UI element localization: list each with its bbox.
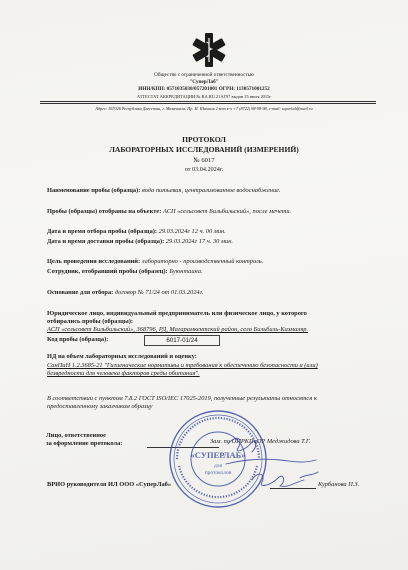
employee-row — [47, 268, 203, 276]
head-name: Курбанова П.З. — [318, 481, 360, 488]
medical-star-of-life-logo — [191, 32, 227, 68]
field-label: Пробы (образцы) отобраны на объекте: — [47, 208, 162, 215]
header-divider — [40, 101, 376, 102]
responsible-label: Лицо, ответственное — [46, 432, 106, 439]
field-value: лабораторно - производственный контроль. — [141, 258, 264, 265]
doc-subtitle: ЛАБОРАТОРНЫХ ИССЛЕДОВАНИЙ (ИЗМЕРЕНИЙ) — [109, 145, 299, 154]
delivery-date-row — [47, 238, 233, 246]
research-goal-row — [47, 258, 263, 266]
field-label: Основание для отбора: — [47, 289, 114, 296]
field-value: вода питьевая, централизованное водоснабжение. — [142, 187, 281, 194]
sampling-site-row — [47, 208, 291, 216]
org-ids: ИНН/КПП: 0571035030/057201001 ОГРН: 1130571001252 — [138, 86, 270, 92]
legal-entity-label-cont: отбирались пробы (образцы): — [47, 318, 133, 325]
org-address: Адрес: 367026 Республика Дагестан, г. Махачкала, Пр. И. Шамиля 2 кот к-ч +7 (8722) 98-98-98, e-mail: superlab@mail.ru — [95, 106, 313, 111]
accreditation: АТТЕСТАТ АККРЕДИТАЦИИ № RA.RU.21АГ97 выдан 15 июля 2015г — [136, 94, 272, 99]
nd-label: НД на объем лабораторных исследований и оценку: — [47, 353, 197, 360]
org-type: Общество с ограниченной ответственностью — [154, 72, 254, 78]
legal-entity-label: Юридическое лицо, индивидуальный предприниматель или физическое лицо, у которого — [47, 310, 307, 317]
field-label: Наименование пробы (образца): — [47, 187, 141, 194]
handwritten-signature — [222, 430, 322, 500]
accordance-note: В соответствии с пунктом 7.8.2 ГОСТ ISO/IEC 17025-2019, полученные результаты относятся к — [47, 395, 317, 402]
field-value: АСП «сельсовет Бильбильский», после мечети. — [162, 208, 292, 215]
sample-name-row — [47, 187, 281, 195]
sampling-date-row — [47, 228, 226, 236]
responsible-label-cont: за оформление протокола: — [46, 440, 123, 447]
nd-value-line1: СанПиН 1.2.3685-21 "Гигиенические нормативы и требования к обеспечению безопасности и (или) — [47, 362, 318, 369]
accordance-note-cont: предоставленному заказчиком образцу — [47, 403, 153, 410]
doc-number: № 6017 — [193, 157, 215, 164]
sample-code-label: Код пробы (образца): — [47, 336, 109, 343]
field-value: Буюнтаина. — [169, 268, 203, 275]
field-value: договор № 71/24 от 01.03.2024г. — [114, 289, 204, 296]
responsible-name: Зам. по ОПРКПиОР Меджидова Т.Г. — [210, 438, 311, 445]
header-divider — [40, 103, 376, 104]
doc-date: от 03.04.2024г. — [184, 166, 224, 173]
field-value: 29.03.2024г 12 ч. 00 мин. — [158, 228, 226, 235]
field-label: Дата и время отбора пробы (образца): — [47, 228, 158, 235]
stamp-sub-text: для — [213, 463, 223, 469]
doc-title: ПРОТОКОЛ — [182, 135, 226, 144]
field-label: Дата и время доставки пробы (образца): — [47, 238, 165, 245]
legal-entity-value: АСП «сельсовет Бильбильский», 368796, РД, Магарамкентский район, село Бильбиль-Казмаляр. — [47, 326, 308, 333]
head-label: ВРИО руководителя ИЛ ООО «СуперЛаб» — [47, 481, 172, 488]
org-name: "СуперЛаб" — [189, 79, 219, 85]
field-value: 29.03.2024г 17 ч. 30 мин. — [165, 238, 233, 245]
stamp-sub-text: протоколов — [204, 470, 232, 476]
stamp-center-text: «СУПЕРЛАБ» — [190, 450, 246, 460]
basis-row — [47, 289, 204, 297]
field-label: Цель проведения исследований: — [47, 258, 141, 265]
field-label: Сотрудник, отобравший пробы (образец): — [47, 268, 168, 275]
sample-code-box: 6017-01/24 — [144, 335, 220, 346]
nd-value-line2: безвредности для человека факторов среды обитания". — [47, 370, 200, 377]
